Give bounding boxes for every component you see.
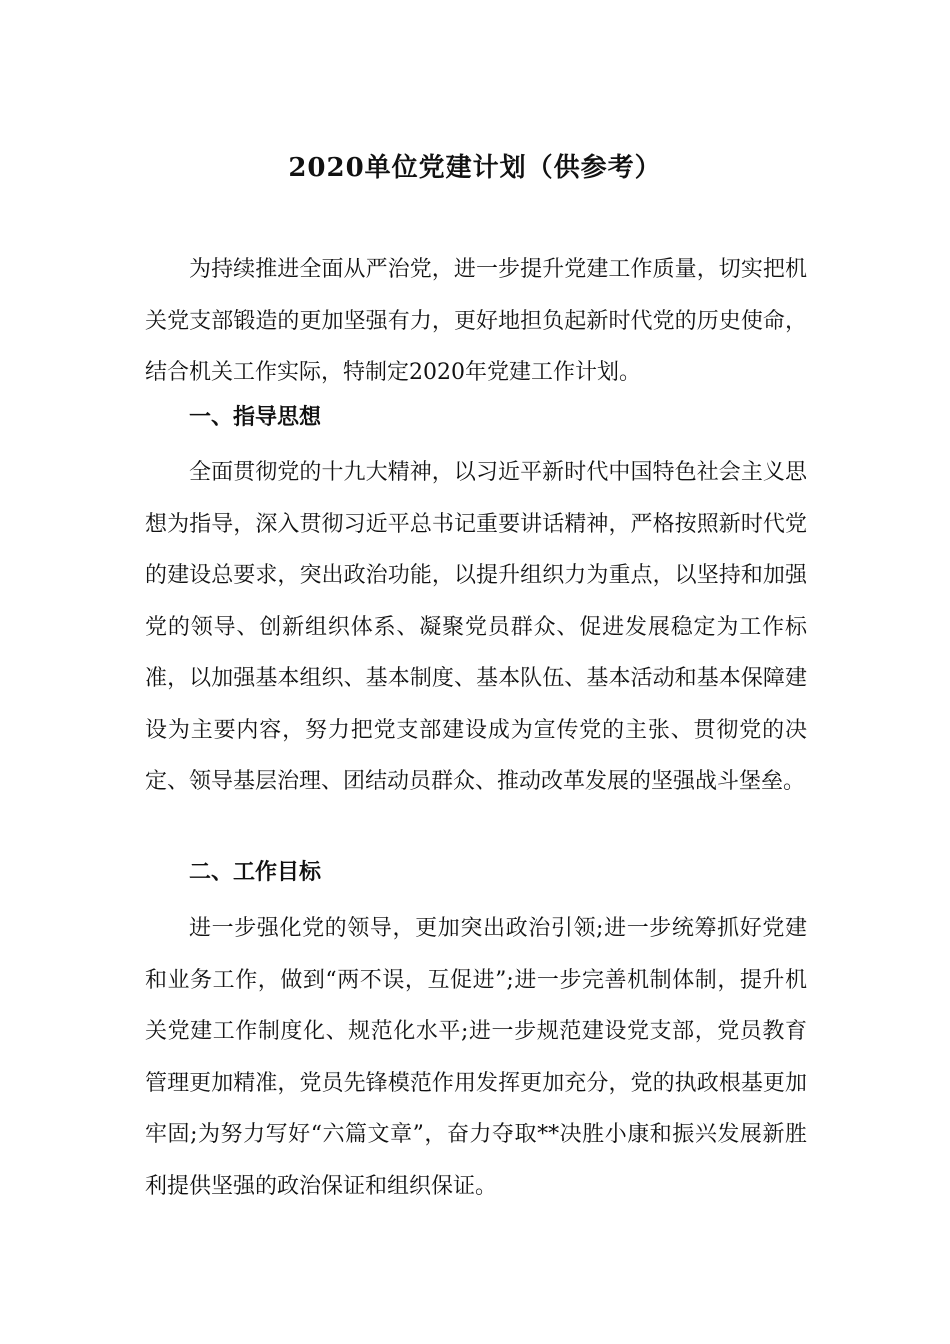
work-goals-paragraph: 进一步强化党的领导，更加突出政治引领;进一步统筹抓好党建和业务工作，做到“两不误，互促进”;进一步完善机制体制，提升机关党建工作制度化、规范化水平;进一步规范建设党支部，党员教育管理更加精准，党员先锋模范作用发挥更加充分，党的执政根基更加牢固;为努力写好“六篇文章”，奋力夺取**决胜小康和振兴发展新胜利提供坚强的政治保证和组织保证。 bbox=[145, 916, 807, 1199]
section-heading-guiding-ideology: 一、指导思想 bbox=[189, 404, 322, 430]
intro-paragraph: 为持续推进全面从严治党，进一步提升党建工作质量，切实把机关党支部锻造的更加坚强有力，更好地担负起新时代党的历史使命，结合机关工作实际，特制定2020年党建工作计划。 bbox=[145, 257, 807, 385]
guiding-ideology-paragraph: 全面贯彻党的十九大精神，以习近平新时代中国特色社会主义思想为指导，深入贯彻习近平总书记重要讲话精神，严格按照新时代党的建设总要求，突出政治功能，以提升组织力为重点，以坚持和加强党的领导、创新组织体系、凝聚党员群众、促进发展稳定为工作标准，以加强基本组织、基本制度、基本队伍、基本活动和基本保障建设为主要内容，努力把党支部建设成为宣传党的主张、贯彻党的决定、领导基层治理、团结动员群众、推动改革发展的坚强战斗堡垒。 bbox=[145, 460, 807, 794]
document-title: 2020单位党建计划（供参考） bbox=[288, 153, 662, 184]
section-heading-work-goals: 二、工作目标 bbox=[189, 859, 322, 885]
